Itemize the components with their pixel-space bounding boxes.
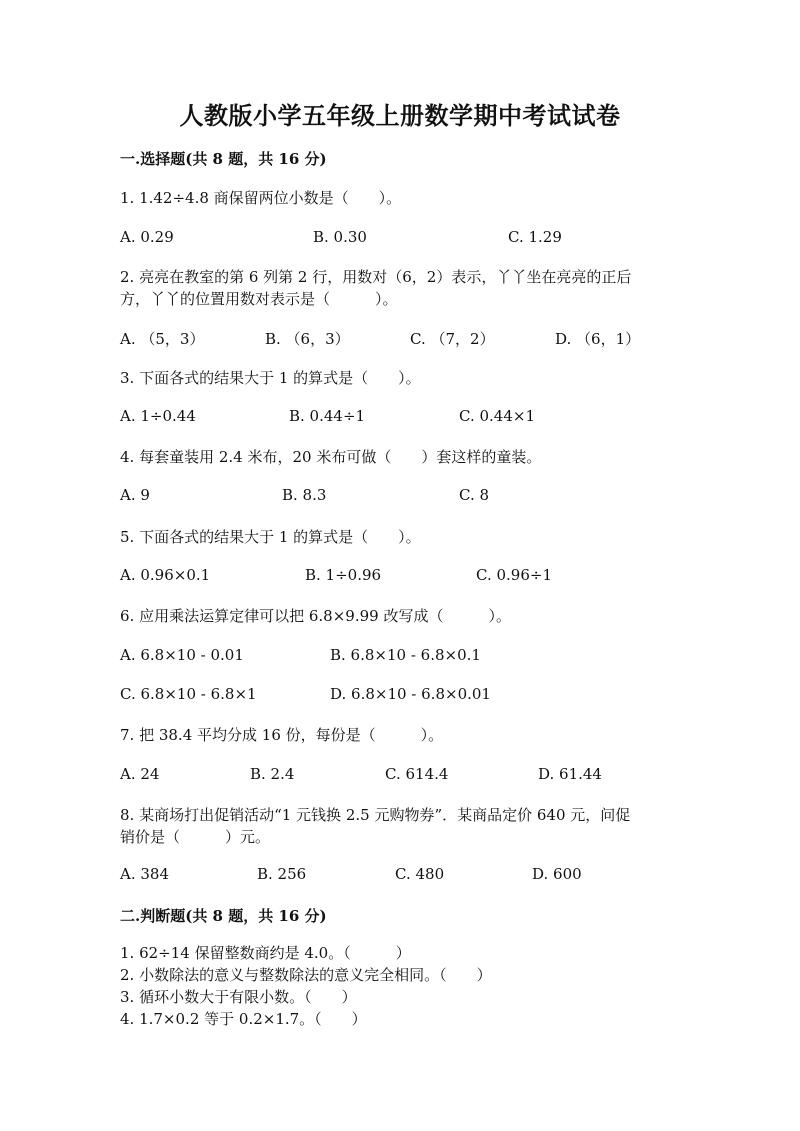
question-3-option-b: B. 0.44÷1 (289, 407, 366, 425)
question-8-option-b: B. 256 (257, 865, 307, 883)
question-3-option-c: C. 0.44×1 (459, 407, 535, 425)
judgement-item-2: 2. 小数除法的意义与整数除法的意义完全相同。（ ） (120, 966, 492, 984)
question-8-option-a: A. 384 (120, 865, 169, 883)
question-4-option-b: B. 8.3 (282, 486, 327, 504)
question-7-option-c: C. 614.4 (385, 765, 449, 783)
question-2-line-2: 方，丫丫的位置用数对表示是（ ）。 (120, 290, 398, 308)
question-1-option-c: C. 1.29 (508, 228, 562, 246)
question-6-option-c: C. 6.8×10 - 6.8×1 (120, 685, 257, 703)
question-2-option-c: C. （7，2） (410, 330, 495, 348)
question-6-option-b: B. 6.8×10 - 6.8×0.1 (330, 646, 481, 664)
question-7-option-a: A. 24 (120, 765, 160, 783)
question-7: 7. 把 38.4 平均分成 16 份，每份是（ ）。 (120, 726, 444, 744)
judgement-item-1: 1. 62÷14 保留整数商约是 4.0。（ ） (120, 944, 411, 962)
question-7-option-b: B. 2.4 (250, 765, 295, 783)
page-title: 人教版小学五年级上册数学期中考试试卷 (179, 101, 621, 130)
question-8-line-1: 8. 某商场打出促销活动“1 元钱换 2.5 元购物券”．某商品定价 640 元，问促 (120, 806, 631, 824)
question-2-option-d: D. （6，1） (555, 330, 641, 348)
question-1: 1. 1.42÷4.8 商保留两位小数是（ ）。 (120, 189, 402, 207)
question-4-option-a: A. 9 (120, 486, 150, 504)
judgement-item-3: 3. 循环小数大于有限小数。（ ） (120, 988, 357, 1006)
question-2-line-1: 2. 亮亮在教室的第 6 列第 2 行，用数对（6，2）表示，丫丫坐在亮亮的正后 (120, 268, 632, 286)
judgement-item-4: 4. 1.7×0.2 等于 0.2×1.7。（ ） (120, 1010, 367, 1028)
question-6-option-d: D. 6.8×10 - 6.8×0.01 (330, 685, 491, 703)
question-4-option-c: C. 8 (459, 486, 490, 504)
question-5-option-a: A. 0.96×0.1 (120, 566, 211, 584)
question-6-option-a: A. 6.8×10 - 0.01 (120, 646, 244, 664)
section-heading-choice: 一.选择题(共 8 题，共 16 分) (120, 150, 327, 168)
question-5-option-c: C. 0.96÷1 (476, 566, 552, 584)
question-1-option-b: B. 0.30 (313, 228, 367, 246)
question-1-option-a: A. 0.29 (120, 228, 174, 246)
question-3-option-a: A. 1÷0.44 (120, 407, 196, 425)
question-2-option-a: A. （5，3） (120, 330, 205, 348)
question-2-option-b: B. （6，3） (265, 330, 350, 348)
question-5-option-b: B. 1÷0.96 (305, 566, 382, 584)
question-8-option-c: C. 480 (395, 865, 445, 883)
question-4: 4. 每套童装用 2.4 米布，20 米布可做（ ）套这样的童装。 (120, 448, 542, 466)
question-8-option-d: D. 600 (532, 865, 582, 883)
question-6: 6. 应用乘法运算定律可以把 6.8×9.99 改写成（ ）。 (120, 607, 511, 625)
question-3: 3. 下面各式的结果大于 1 的算式是（ ）。 (120, 369, 421, 387)
question-7-option-d: D. 61.44 (538, 765, 602, 783)
section-heading-judgement: 二.判断题(共 8 题，共 16 分) (120, 907, 327, 925)
question-8-line-2: 销价是（ ）元。 (120, 828, 271, 846)
question-5: 5. 下面各式的结果大于 1 的算式是（ ）。 (120, 528, 421, 546)
